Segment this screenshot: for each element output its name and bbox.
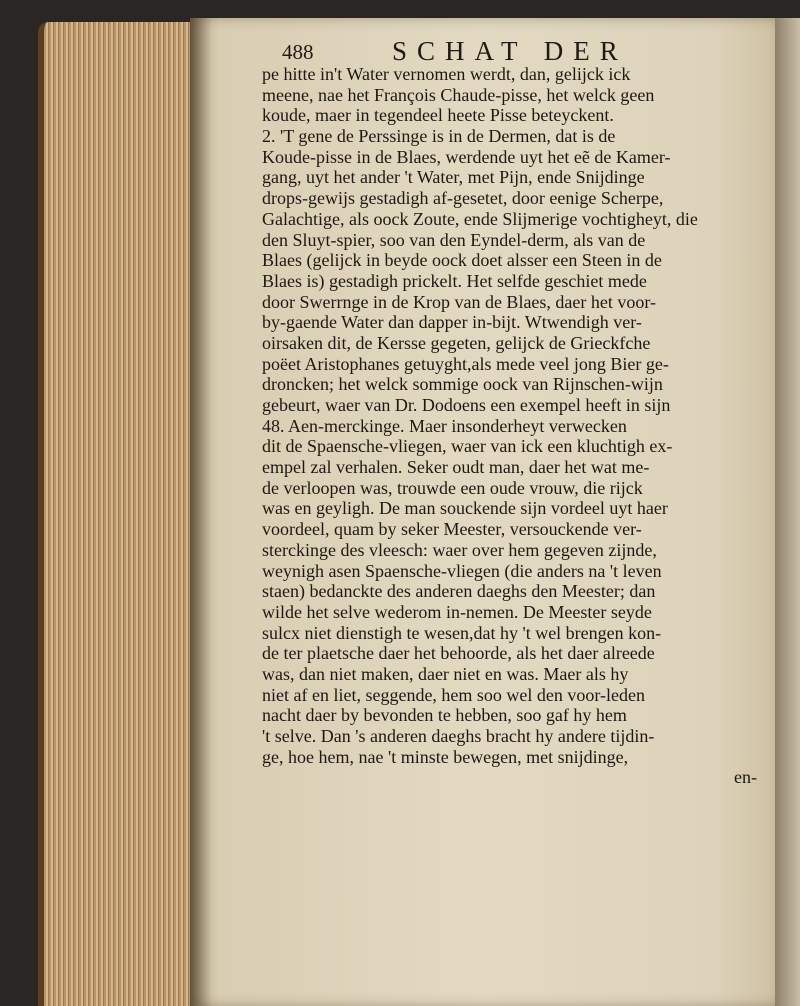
text-line: droncken; het welck sommige oock van Rijnschen-wijn	[262, 374, 663, 395]
text-line: empel zal verhalen. Seker oudt man, daer het wat me-	[262, 457, 650, 478]
text-line: nacht daer by bevonden te hebben, soo gaf hy hem	[262, 705, 627, 726]
text-line: meene, nae het François Chaude-pisse, het welck geen	[262, 84, 655, 105]
text-line: poëet Aristophanes getuyght,als mede veel jong Bier ge-	[262, 353, 669, 374]
text-line: was en geyligh. De man souckende sijn vordeel uyt haer	[262, 498, 668, 519]
text-line: oirsaken dit, de Kersse gegeten, gelijck de Grieckfche	[262, 332, 651, 353]
text-line: by-gaende Water dan dapper in-bijt. Wtwendigh ver-	[262, 312, 642, 333]
text-line: 2. 'T gene de Perssinge is in de Dermen, dat is de	[262, 126, 616, 147]
body-text	[262, 64, 767, 788]
text-line: gebeurt, waer van Dr. Dodoens een exempel heeft in sijn	[262, 395, 671, 415]
text-line: de verloopen was, trouwde een oude vrouw, die rijck	[262, 477, 643, 498]
text-line: Blaes is) gestadigh prickelt. Het selfde geschiet mede	[262, 270, 647, 291]
text-line: Galachtige, als oock Zoute, ende Slijmerige vochtigheyt, die	[262, 208, 698, 229]
text-line: de ter plaetsche daer het behoorde, als het daer alreede	[262, 643, 655, 664]
text-line: voordeel, quam by seker Meester, versouckende ver-	[262, 519, 642, 540]
catchword: en-	[734, 767, 757, 788]
text-line: ge, hoe hem, nae 't minste bewegen, met snijdinge,	[262, 746, 629, 767]
text-line: door Swerrnge in de Krop van de Blaes, daer het voor-	[262, 291, 657, 312]
text-line: 't selve. Dan 's anderen daeghs bracht hy andere tijdin-	[262, 726, 655, 746]
text-line: pe hitte in't Water vernomen werdt, dan, gelijck ick	[262, 64, 631, 84]
text-line: wilde het selve wederom in-nemen. De Meester seyde	[262, 601, 652, 622]
text-line: 48. Aen-merckinge. Maer insonderheyt verwecken	[262, 415, 627, 436]
text-line: was, dan niet maken, daer niet en was. Maer als hy	[262, 663, 629, 684]
text-line: den Sluyt-spier, soo van den Eyndel-derm, als van de	[262, 229, 646, 250]
text-line: sterckinge des vleesch: waer over hem gegeven zijnde,	[262, 539, 657, 560]
text-line: dit de Spaensche-vliegen, waer van ick een kluchtigh ex-	[262, 436, 673, 457]
text-line: niet af en liet, seggende, hem soo wel den voor-leden	[262, 684, 646, 705]
text-line: weynigh asen Spaensche-vliegen (die anders na 't leven	[262, 560, 662, 581]
text-line: Koude-pisse in de Blaes, werdende uyt het eẽ de Kamer-	[262, 146, 671, 167]
text-line: sulcx niet dienstigh te wesen,dat hy 't wel brengen kon-	[262, 622, 662, 643]
text-line: koude, maer in tegendeel heete Pisse beteyckent.	[262, 105, 614, 126]
page-header	[282, 34, 752, 68]
facing-page-edge	[775, 18, 800, 1006]
gutter-shadow	[190, 18, 212, 1006]
running-head: SCHAT DER	[392, 36, 628, 66]
text-line: staen) bedanckte des anderen daeghs den Meester; dan	[262, 581, 656, 602]
text-line: gang, uyt het ander 't Water, met Pijn, ende Snijdinge	[262, 167, 645, 188]
page-edges	[38, 22, 204, 1006]
page-number: 488	[282, 40, 314, 64]
text-line: drops-gewijs gestadigh af-gesetet, door eenige Scherpe,	[262, 188, 664, 209]
text-line: Blaes (gelijck in beyde oock doet alsser een Steen in de	[262, 250, 662, 271]
